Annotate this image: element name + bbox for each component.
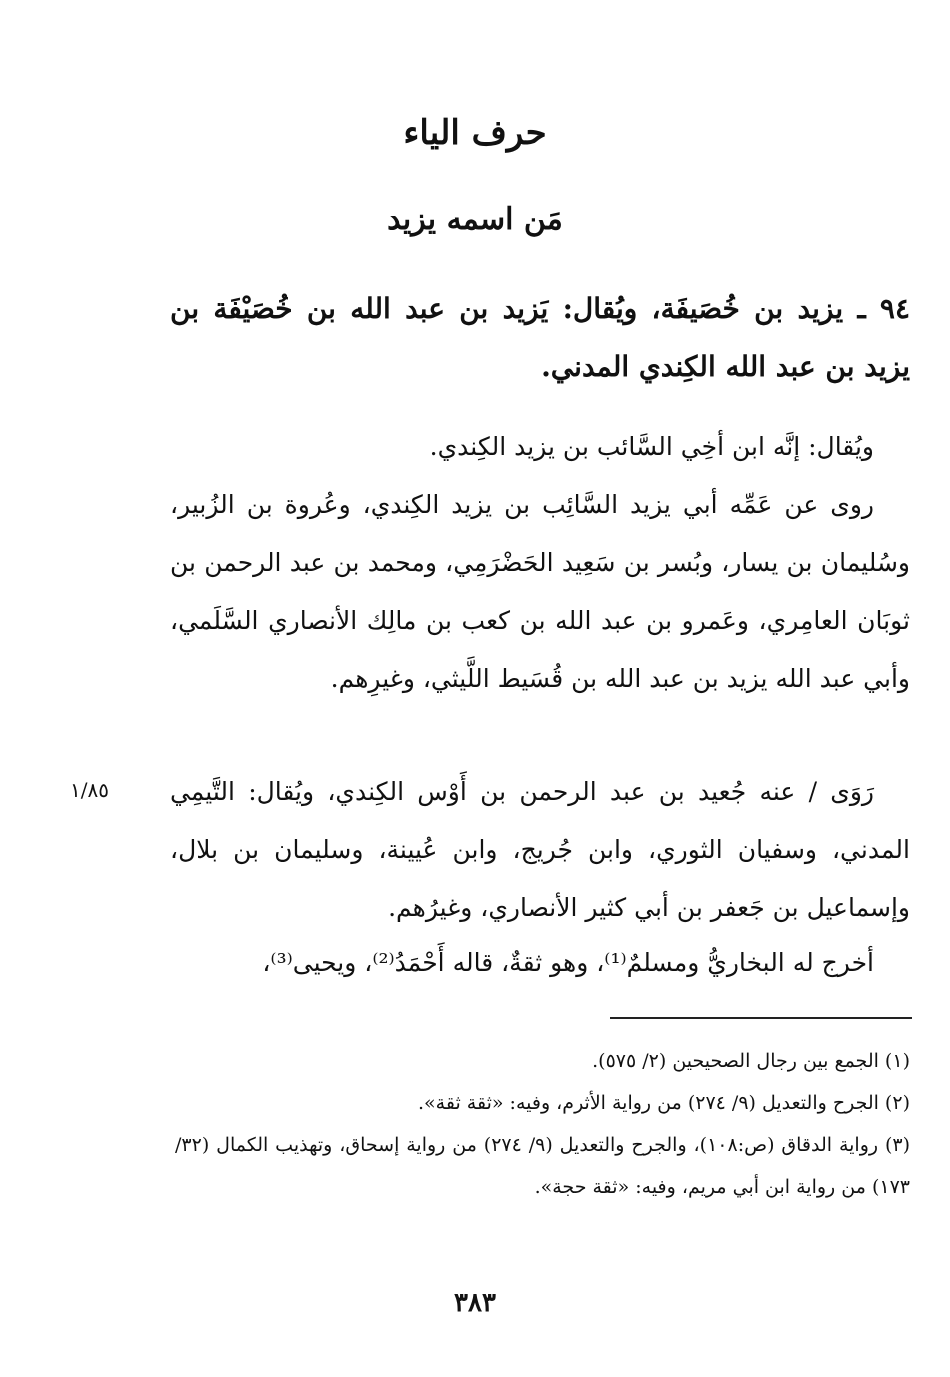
footnote-1: (١) الجمع بين رجال الصحيحين (٢/ ٥٧٥). <box>592 1050 910 1072</box>
body-paragraph-1: ويُقال: إنَّه ابن أخِي السَّائب بن يزيد الكِندي. <box>429 432 874 461</box>
body-paragraph-2: روى عن عَمِّه أبي يزيد السَّائِب بن يزيد الكِندي، وعُروة بن الزُبير، وسُليمان بن يسار، وبُسر بن سَعِيد الحَضْرَمِي، ومحمد بن عبد الرحمن بن ثوبَان العامِري، وعَمرو بن عبد الله بن كعب بن مالِك الأنصاري السَّلَمي، وأبي عبد الله يزيد بن عبد الله بن قُسَيط اللَّيثي، وغيرِهم. <box>170 490 910 693</box>
page-number: ٣٨٣ <box>454 1288 496 1318</box>
entry-heading: ٩٤ ـ يزيد بن خُصَيفَة، ويُقال: يَزيد بن عبد الله بن خُصَيْفَة بن يزيد بن عبد الله الكِندي المدني. <box>170 292 910 383</box>
body-paragraph-4: أخرج له البخاريُّ ومسلمٌ⁽¹⁾، وهو ثقةٌ، قاله أَحْمَدُ⁽²⁾، ويحيى⁽³⁾، <box>262 948 874 977</box>
chapter-title: حرف الياء <box>403 113 547 153</box>
footnote-3: (٣) رواية الدقاق (ص:١٠٨)، والجرح والتعديل (٩/ ٢٧٤) من رواية إسحاق، وتهذيب الكمال (٣٢/ ١٧٣) من رواية ابن أبي مريم، وفيه: «ثقة حجة». <box>175 1134 910 1198</box>
footnotes <box>175 1040 910 1208</box>
body-paragraph-3: رَوَى / عنه جُعيد بن عبد الرحمن بن أَوْس الكِندي، ويُقال: التَّيمِي المدني، وسفيان الثوري، وابن جُريج، وابن عُيينة، وسليمان بن بلال، وإسماعيل بن جَعفر بن أبي كثير الأنصاري، وغيرُهم. <box>170 777 910 922</box>
footnote-2: (٢) الجرح والتعديل (٩/ ٢٧٤) من رواية الأثرم، وفيه: «ثقة ثقة». <box>418 1092 910 1114</box>
margin-page-reference: ١/٨٥ <box>70 778 109 802</box>
footnote-separator <box>610 1017 912 1019</box>
section-title: مَن اسمه يزيد <box>387 202 563 237</box>
